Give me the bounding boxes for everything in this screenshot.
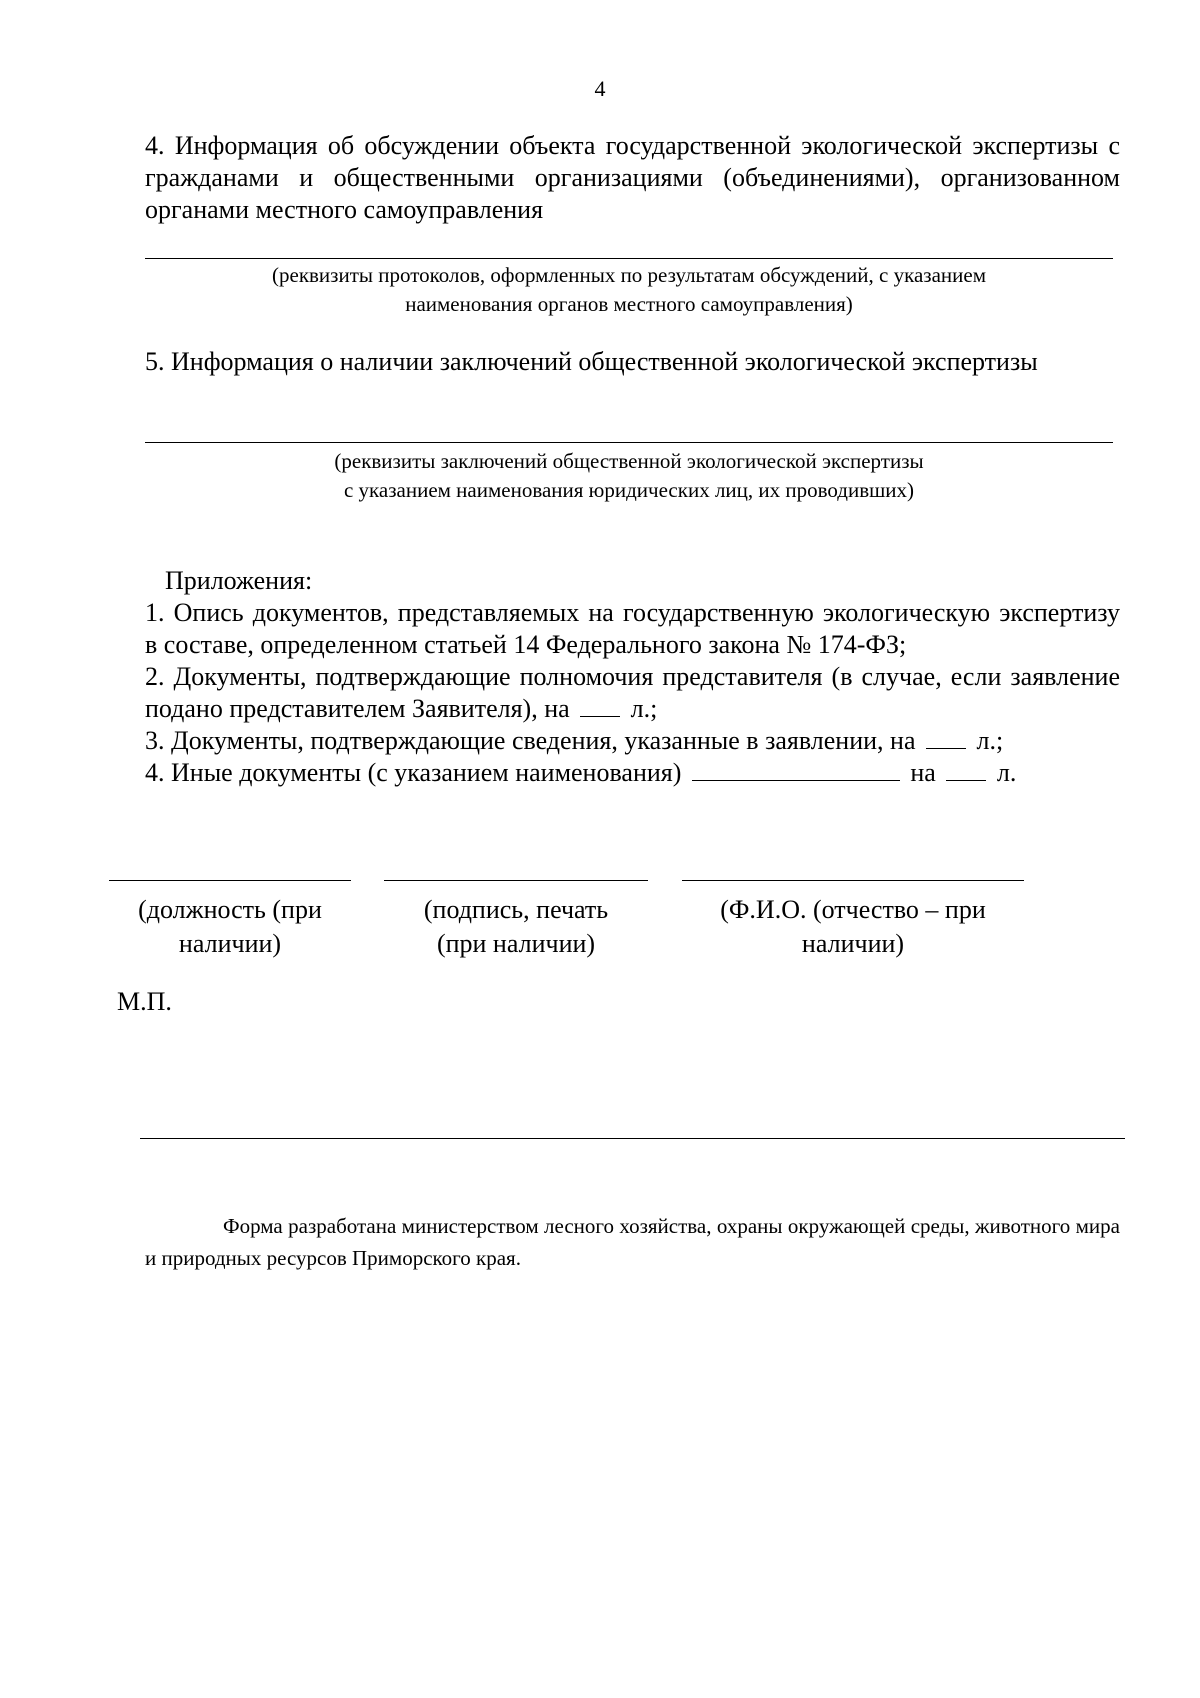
attachment-item-4 <box>145 757 1120 789</box>
attachment-item-4-mid: на <box>910 758 936 787</box>
attachment-item-2-suffix: л.; <box>630 694 658 723</box>
section-4-fill-line <box>145 258 1113 259</box>
attachment-item-2 <box>145 661 1120 725</box>
sign-caption <box>384 893 648 961</box>
position-signature-line <box>109 880 351 881</box>
section-5-fill-line <box>145 442 1113 443</box>
section-4-caption-line-2: наименования органов местного самоуправления) <box>405 292 853 316</box>
attachment-item-2-text: 2. Документы, подтверждающие полномочия представителя (в случае, если заявление подано представителем Заявителя), на <box>145 662 1120 723</box>
attachment-item-4-text: 4. Иные документы (с указанием наименования) <box>145 758 682 787</box>
attachment-item-4-pages-blank <box>946 758 986 781</box>
sign-caption-line-1: (подпись, печать <box>423 895 609 924</box>
position-caption <box>109 893 351 961</box>
attachment-item-3 <box>145 725 1120 757</box>
name-signature-line <box>682 880 1024 881</box>
position-caption-line-2: наличии) <box>178 929 282 958</box>
page-number: 4 <box>594 76 606 101</box>
footer-divider <box>140 1138 1125 1139</box>
attachments-list <box>145 597 1120 789</box>
attachment-item-4-name-blank <box>692 758 900 781</box>
attachment-item-3-suffix: л.; <box>976 726 1004 755</box>
attachment-item-1: 1. Опись документов, представляемых на государственную экологическую экспертизу в составе, определенном статьей 14 Федерального закона № 174-ФЗ; <box>145 598 1120 659</box>
section-5-text: 5. Информация о наличии заключений общественной экологической экспертизы <box>145 347 1038 376</box>
name-caption-line-2: наличии) <box>801 929 905 958</box>
sign-caption-line-2: (при наличии) <box>436 929 596 958</box>
name-caption <box>682 893 1024 961</box>
position-caption-line-1: (должность (при <box>138 895 322 924</box>
section-4-caption-line-1: (реквизиты протоколов, оформленных по результатам обсуждений, с указанием <box>272 263 986 287</box>
section-5-caption-line-2: с указанием наименования юридических лиц, их проводивших) <box>343 478 915 502</box>
section-5-caption-line-1: (реквизиты заключений общественной экологической экспертизы <box>334 449 924 473</box>
attachment-item-2-pages-blank <box>580 694 620 717</box>
section-4-text: 4. Информация об обсуждении объекта государственной экологической экспертизы с гражданами и общественными организациями (объединениями), организованном органами местного самоуправления <box>145 131 1120 224</box>
name-caption-line-1: (Ф.И.О. (отчество – при <box>720 895 986 924</box>
attachment-item-3-pages-blank <box>926 726 966 749</box>
sign-signature-line <box>384 880 648 881</box>
attachments-heading: Приложения: <box>165 566 313 595</box>
footer-note: Форма разработана министерством лесного хозяйства, охраны окружающей среды, животного мира и природных ресурсов Приморского края. <box>145 1214 1120 1270</box>
attachment-item-4-suffix: л. <box>996 758 1017 787</box>
attachment-item-3-text: 3. Документы, подтверждающие сведения, указанные в заявлении, на <box>145 726 916 755</box>
stamp-place-label: М.П. <box>117 987 172 1016</box>
